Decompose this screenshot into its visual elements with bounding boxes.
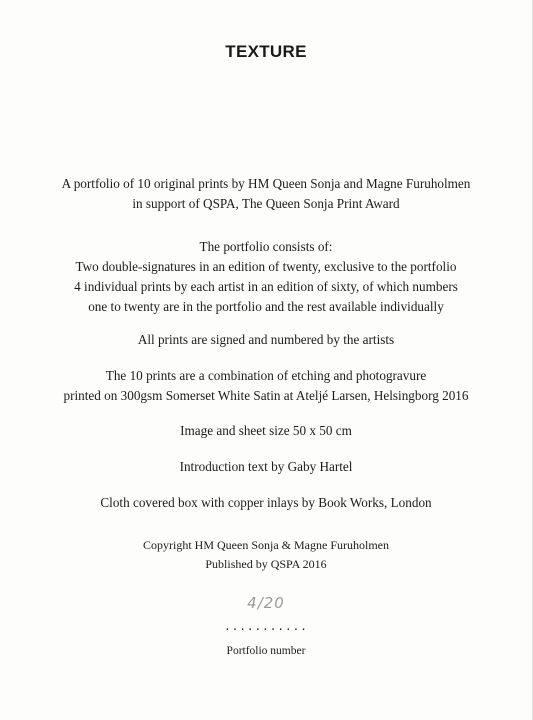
intro-line: A portfolio of 10 original prints by HM Queen Sonja and Magne Furuholmen — [61, 176, 471, 191]
introduction-line: Introduction text by Gaby Hartel — [179, 459, 353, 474]
size-line: Image and sheet size 50 x 50 cm — [180, 423, 352, 438]
copyright-paragraph — [0, 536, 532, 574]
introduction-paragraph — [0, 457, 532, 477]
contents-paragraph — [0, 237, 532, 317]
contents-line: 4 individual prints by each artist in an edition of sixty, of which numbers — [74, 279, 458, 294]
signed-line: All prints are signed and numbered by the artists — [137, 332, 395, 347]
box-paragraph — [0, 493, 532, 513]
copyright-line: Copyright HM Queen Sonja & Magne Furuholmen — [143, 538, 389, 552]
edition-number-handwritten: 4/20 — [247, 594, 285, 612]
contents-heading: The portfolio consists of: — [199, 239, 333, 254]
box-line: Cloth covered box with copper inlays by Book Works, London — [100, 495, 432, 510]
technique-line: printed on 300gsm Somerset White Satin at Ateljé Larsen, Helsingborg 2016 — [63, 388, 469, 403]
publisher-line: Published by QSPA 2016 — [205, 557, 327, 571]
intro-paragraph — [0, 174, 532, 214]
size-paragraph — [0, 421, 532, 441]
technique-paragraph — [0, 366, 532, 406]
technique-line: The 10 prints are a combination of etching and photogravure — [105, 368, 427, 383]
dotted-line: ........... — [224, 620, 308, 633]
contents-line: Two double-signatures in an edition of twenty, exclusive to the portfolio — [75, 259, 457, 274]
signed-paragraph — [0, 330, 532, 350]
portfolio-number-label: Portfolio number — [226, 645, 306, 657]
contents-line: one to twenty are in the portfolio and the rest available individually — [88, 299, 444, 314]
intro-line: in support of QSPA, The Queen Sonja Print Award — [132, 196, 400, 211]
page-title: TEXTURE — [225, 42, 307, 61]
